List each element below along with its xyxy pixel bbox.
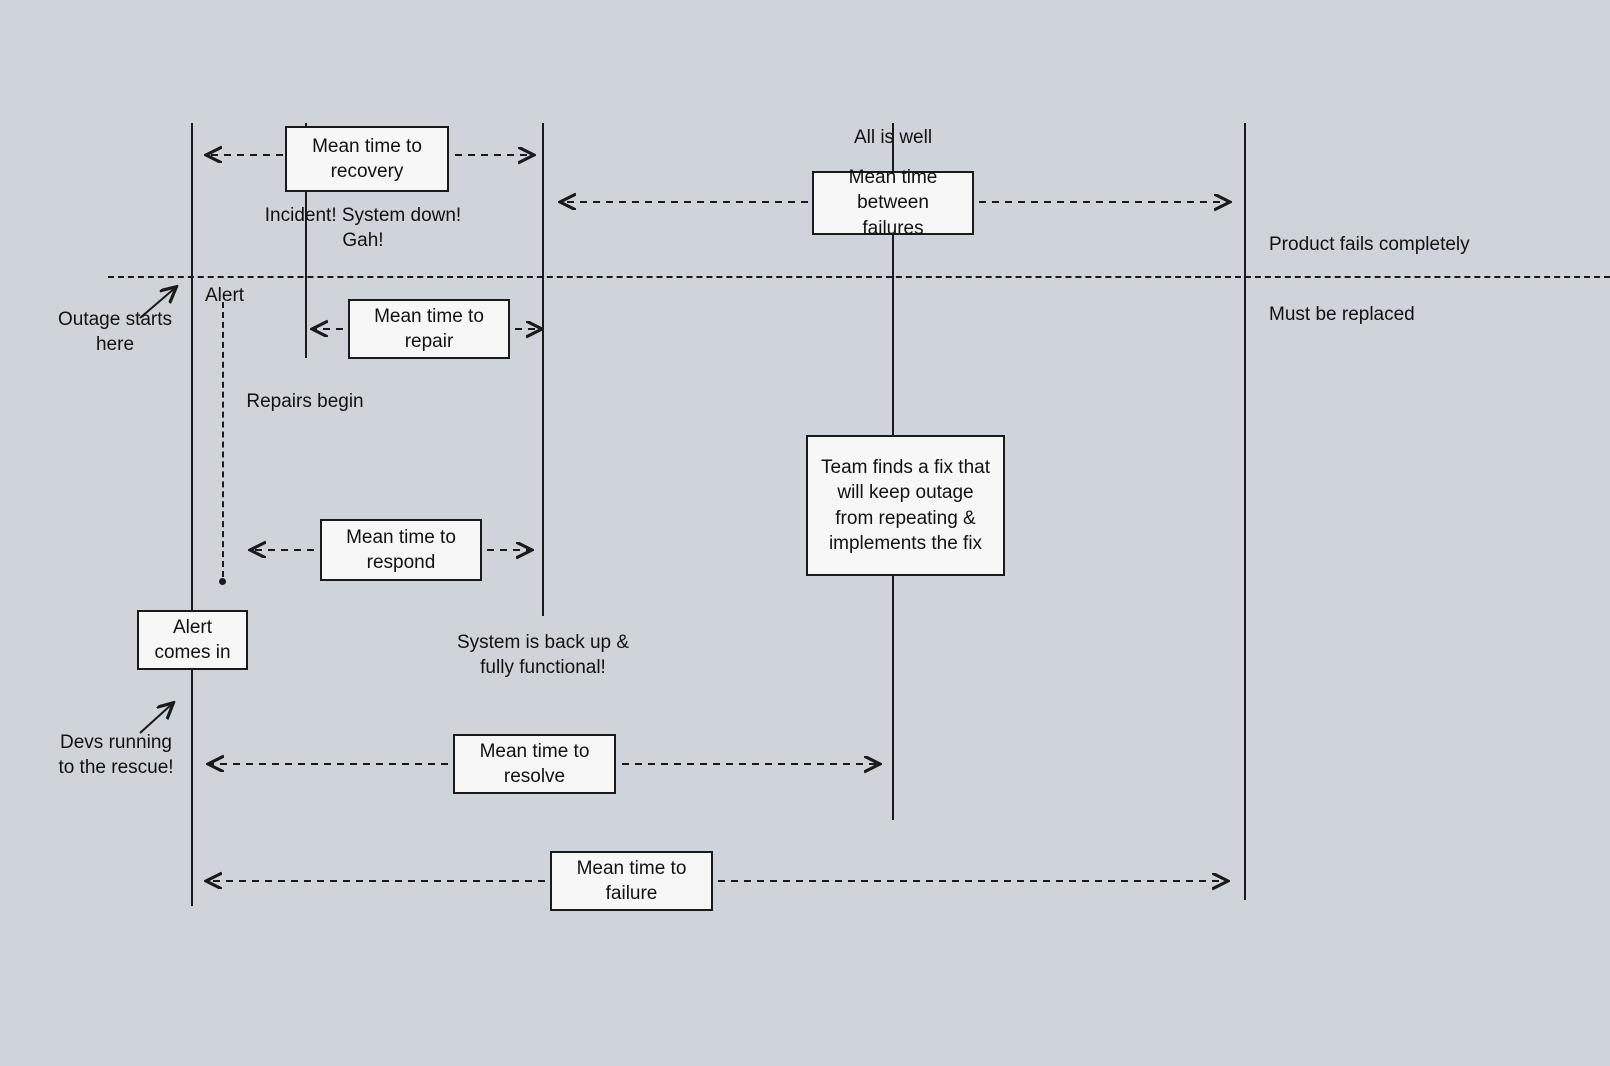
label-devs-running-to-rescue: Devs running to the rescue!	[58, 732, 174, 779]
box-mean-time-to-resolve[interactable]: Mean time to resolve	[453, 734, 616, 794]
label-product-fails-completely: Product fails completely	[1269, 234, 1470, 255]
label-repairs-begin: Repairs begin	[246, 391, 364, 412]
label-all-is-well: All is well	[853, 127, 933, 148]
box-team-finds-fix[interactable]: Team finds a fix that will keep outage from repeating & implements the fix	[806, 435, 1005, 576]
box-alert-comes-in[interactable]: Alert comes in	[137, 610, 248, 670]
label-incident: Incident! System down! Gah!	[264, 205, 462, 252]
label-system-back-up: System is back up & fully functional!	[456, 632, 630, 679]
label-alert: Alert	[205, 285, 245, 306]
box-mean-time-to-failure[interactable]: Mean time to failure	[550, 851, 713, 911]
label-outage-starts-here: Outage starts here	[57, 309, 173, 356]
label-must-be-replaced: Must be replaced	[1269, 304, 1415, 325]
box-mean-time-to-recovery[interactable]: Mean time to recovery	[285, 126, 449, 192]
box-mean-time-to-respond[interactable]: Mean time to respond	[320, 519, 482, 581]
box-mean-time-to-repair[interactable]: Mean time to repair	[348, 299, 510, 359]
box-mean-time-between-failures[interactable]: Mean time between failures	[812, 171, 974, 235]
